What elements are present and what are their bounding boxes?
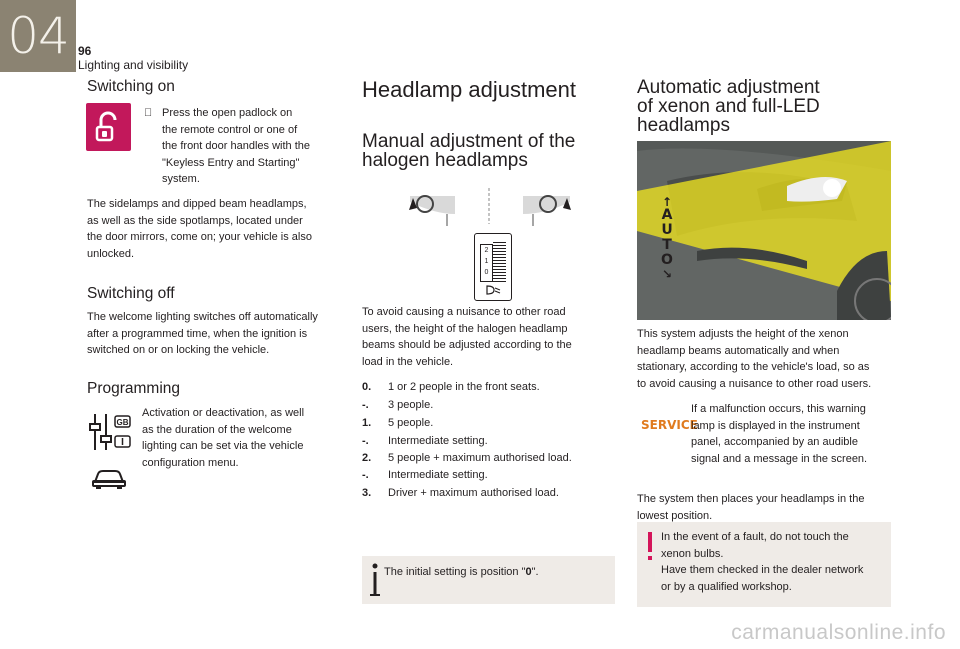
- page-number: 96: [78, 44, 92, 58]
- settings-sliders-icon: [88, 412, 132, 454]
- dial-mark: 1: [484, 258, 489, 265]
- xenon-headlamp-photo: [637, 141, 891, 320]
- switching-off-heading: Switching off: [87, 285, 175, 302]
- warning-exclamation-icon: [645, 532, 655, 562]
- info-note: The initial setting is position "0".: [362, 556, 615, 604]
- open-padlock-icon: [86, 103, 131, 151]
- programming-text: Activation or deactivation, as well as the duration of the welcome lighting can be set via the vehicle configuration menu.: [142, 407, 305, 469]
- auto-label: ↑ A U T O ↘: [661, 195, 673, 281]
- switching-off-text: The welcome lighting switches off automatically after a programmed time, when the ignition is switched on or on locking the vehicle.: [87, 311, 318, 356]
- dial-mark: 0: [484, 269, 489, 276]
- manual-adjustment-subtitle: Manual adjustment of the halogen headlamps: [362, 131, 576, 171]
- headlamp-symbol-icon: [485, 285, 501, 295]
- service-warning-lamp: SERVICE: [641, 418, 698, 432]
- section-name: Lighting and visibility: [78, 58, 189, 72]
- switching-on-heading: Switching on: [87, 78, 175, 95]
- car-icon: [91, 466, 127, 490]
- lowest-position-text: The system then places your headlamps in the lowest position.: [637, 493, 865, 522]
- chapter-number: 04: [0, 0, 76, 72]
- beam-diagram: [405, 184, 575, 232]
- dial-mark: 2: [484, 247, 489, 254]
- warning-note: In the event of a fault, do not touch the xenon bulbs. Have them checked in the dealer network or by a qualified workshop.: [637, 522, 891, 607]
- watermark: carmanualsonline.info: [731, 621, 946, 644]
- gb-badge: GB: [116, 418, 129, 427]
- info-icon: [368, 562, 382, 598]
- step-bullet: [144, 105, 152, 122]
- manual-adjustment-intro: To avoid causing a nuisance to other road users, the height of the halogen headlamp beams should be adjusted according to the load in the vehicle.: [362, 306, 572, 368]
- programming-heading: Programming: [87, 380, 181, 397]
- headlamp-adjuster-dial: [474, 233, 512, 301]
- switching-on-text: The sidelamps and dipped beam headlamps, as well as the side spotlamps, located under the door mirrors, come on; your vehicle is also unlocked.: [87, 198, 312, 260]
- switching-on-step: Press the open padlock on the remote control or one of the front door handles with the "Keyless Entry and Starting" system.: [162, 107, 310, 185]
- malfunction-text: If a malfunction occurs, this warning lamp is displayed in the instrument panel, accompanied by an audible signal and a message in the screen.: [691, 403, 868, 465]
- automatic-adjustment-title: Automatic adjustment of xenon and full-LED headlamps: [637, 77, 820, 136]
- automatic-adjustment-intro: This system adjusts the height of the xenon headlamp beams automatically and when stationary, according to the vehicle's load, so as to avoid causing a nuisance to other road users.: [637, 328, 872, 390]
- headlamp-adjustment-title: Headlamp adjustment: [362, 77, 577, 102]
